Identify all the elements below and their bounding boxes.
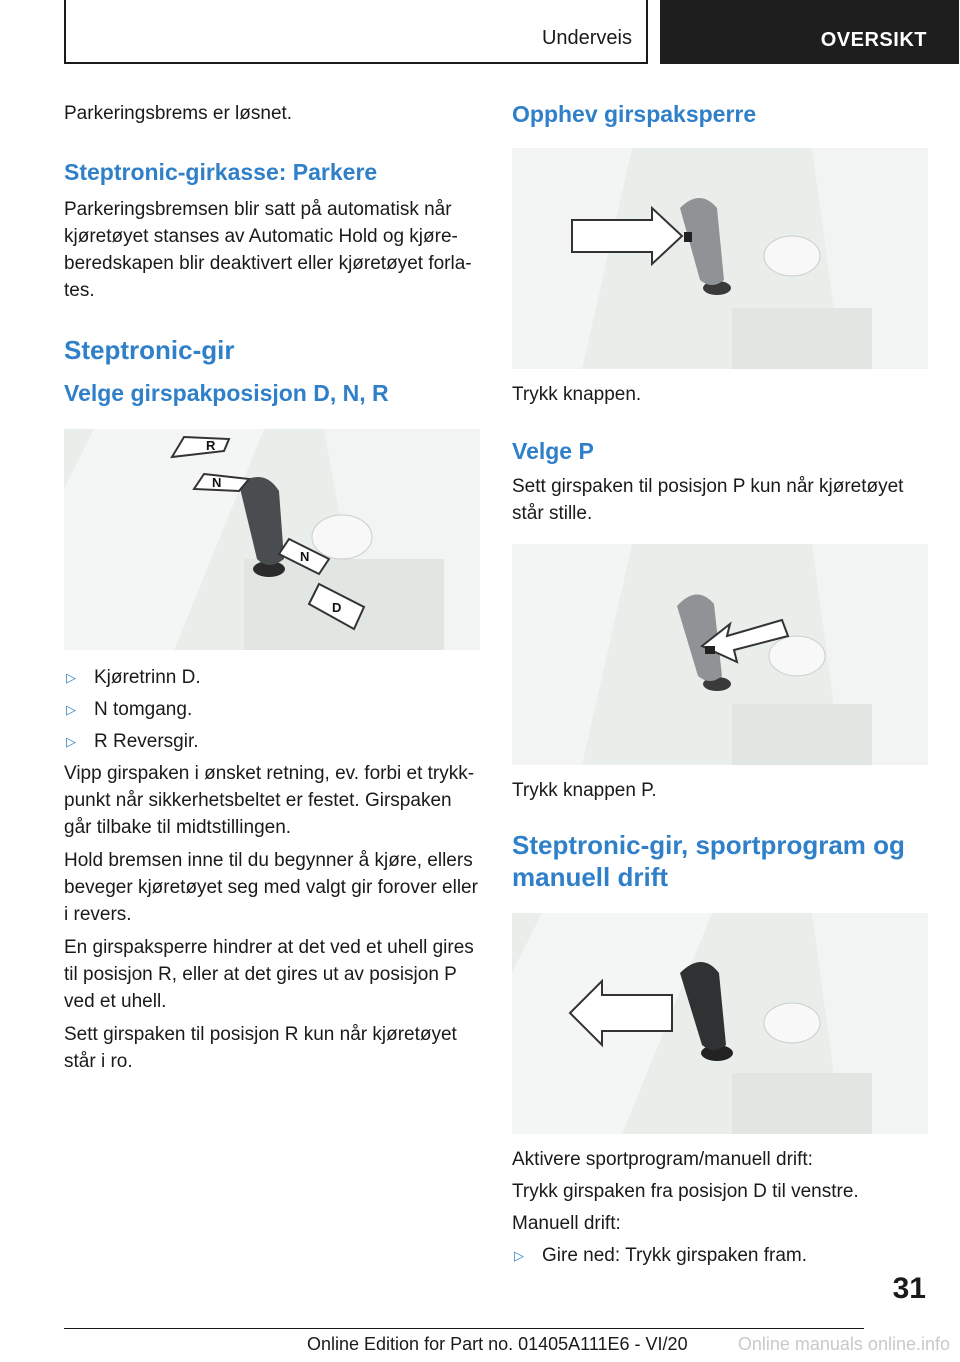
drive-modes-list <box>64 664 480 755</box>
paragraph-velge-p: Sett girspaken til posisjon P kun når kjøretøyet står stille. <box>512 476 904 524</box>
watermark: Online manuals online.info <box>737 1334 950 1354</box>
label-n-top: N <box>212 475 222 490</box>
tab-oversikt[interactable] <box>660 0 959 64</box>
sport-mode-image <box>512 913 928 1134</box>
label-r: R <box>206 438 216 453</box>
p-button-illustration <box>512 544 928 765</box>
heading-velge-p: Velge P <box>512 438 594 464</box>
tab-oversikt-label: OVERSIKT <box>820 29 927 51</box>
p-button-image <box>512 544 928 765</box>
unlock-button-illustration <box>512 148 928 369</box>
paragraph-vipp: Vipp girspaken i ønsket retning, ev. forbi et trykkpunkt når sikkerhetsbeltet er festet. Girspaken går tilbake til midtstillingen. <box>64 763 475 838</box>
paragraph-steptronic-park: Parkeringsbremsen blir satt på automatisk når kjøretøyet stanses av Automatic Hold og kjøreberedskapen blir deaktivert eller kjøretøyet forlates. <box>64 199 472 301</box>
list-item: ▷ N tomgang. <box>64 696 480 723</box>
header-tabs <box>64 0 959 66</box>
unlock-button-image <box>512 148 928 369</box>
paragraph-aktivere: Aktivere sportprogram/manuell drift: <box>512 1149 813 1170</box>
label-n-bottom: N <box>300 549 310 564</box>
paragraph-bremsen: Hold bremsen inne til du begynner å kjøre, ellers beveger kjøretøyet seg med valgt gir forover eller i revers. <box>64 850 478 925</box>
right-column <box>512 100 928 1274</box>
manual-mode-list <box>512 1242 928 1269</box>
tab-underveis[interactable] <box>64 0 648 64</box>
paragraph-sperre: En girspaksperre hindrer at det ved et uhell gires til posisjon R, eller at det gires ut av posisjon P ved et uhell. <box>64 937 474 1012</box>
heading-opphev: Opphev girspaksperre <box>512 101 757 127</box>
label-d: D <box>332 600 342 615</box>
caption-trykk-knappen: Trykk knappen. <box>512 384 642 405</box>
caption-trykk-knappen-p: Trykk knappen P. <box>512 780 657 801</box>
heading-steptronic-gir: Steptronic-gir <box>64 335 235 365</box>
tab-underveis-label: Underveis <box>541 27 632 49</box>
list-item: ▷ R Reversgir. <box>64 728 480 755</box>
triangle-bullet-icon: ▷ <box>66 670 76 685</box>
footer-divider <box>64 1328 864 1329</box>
triangle-bullet-icon: ▷ <box>514 1248 524 1263</box>
footer-edition: Online Edition for Part no. 01405A111E6 - VI/20 <box>307 1334 688 1354</box>
heading-velge-girspak: Velge girspakposisjon D, N, R <box>64 380 389 406</box>
paragraph-manuell: Manuell drift: <box>512 1213 621 1234</box>
left-column <box>64 100 480 1075</box>
intro-text: Parkeringsbrems er løsnet. <box>64 103 293 124</box>
triangle-bullet-icon: ▷ <box>66 734 76 749</box>
paragraph-posisjon-r: Sett girspaken til posisjon R kun når kjøretøyet står i ro. <box>64 1024 457 1072</box>
list-item: ▷ Gire ned: Trykk girspaken fram. <box>512 1242 928 1269</box>
paragraph-trykk-venstre: Trykk girspaken fra posisjon D til venstre. <box>512 1181 859 1202</box>
sport-mode-illustration <box>512 913 928 1134</box>
heading-sportprogram: Steptronic-gir, sportprogram og manuell drift <box>512 830 905 892</box>
gear-lever-dnr-illustration <box>64 429 480 650</box>
gear-lever-dnr-image <box>64 429 480 650</box>
triangle-bullet-icon: ▷ <box>66 702 76 717</box>
list-item: ▷ Kjøretrinn D. <box>64 664 480 691</box>
page-number: 31 <box>892 1272 926 1305</box>
heading-steptronic-park: Steptronic-girkasse: Parkere <box>64 159 378 185</box>
